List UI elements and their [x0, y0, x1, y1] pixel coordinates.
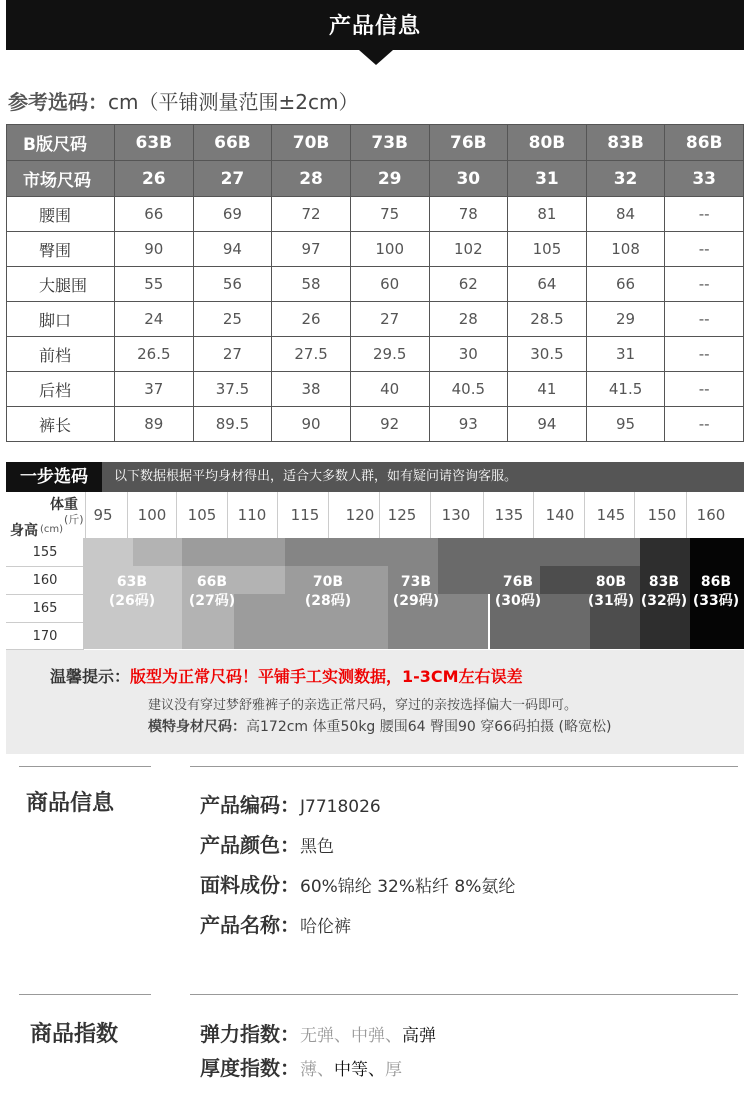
block-size: 66B [196, 574, 228, 590]
weight-tick: 135 [494, 506, 524, 524]
table-cell: 84 [586, 197, 665, 232]
height-tick: 165 [32, 601, 58, 616]
market-size-cell: 29 [350, 161, 429, 197]
field-value: 哈伦裤 [300, 917, 351, 937]
grid-divider [686, 492, 687, 538]
weight-tick: 95 [93, 506, 113, 524]
row-label: 腰围 [7, 197, 115, 232]
table-row [7, 267, 744, 302]
table-cell: 27.5 [272, 337, 351, 372]
block-size: 83B [648, 574, 680, 590]
field-label: 产品编码： [200, 793, 300, 817]
size-guide-header [6, 462, 744, 492]
tip-warning: 版型为正常尺码！平铺手工实测数据，1-3CM左右误差 [130, 667, 523, 686]
reference-label: 参考选码： [8, 90, 108, 114]
market-size-cell: 32 [586, 161, 665, 197]
b-size-cell: 66B [193, 125, 272, 161]
size-block-label [478, 573, 558, 611]
table-cell: 72 [272, 197, 351, 232]
table-cell: 105 [508, 232, 587, 267]
height-tick: 155 [32, 545, 58, 560]
weight-tick: 115 [290, 506, 320, 524]
grid-divider [176, 492, 177, 538]
table-cell: 90 [115, 232, 194, 267]
table-cell: 30.5 [508, 337, 587, 372]
size-block-label [92, 573, 172, 611]
table-cell: -- [665, 407, 744, 442]
table-cell: 31 [586, 337, 665, 372]
table-cell: 66 [115, 197, 194, 232]
size-block-label [288, 573, 368, 611]
row-label: 市场尺码 [7, 161, 115, 197]
table-cell: 81 [508, 197, 587, 232]
market-size-cell: 28 [272, 161, 351, 197]
weight-unit: (斤) [64, 513, 84, 526]
grid-divider [227, 492, 228, 538]
reference-text: cm（平铺测量范围±2cm） [108, 90, 359, 114]
row-label: 后档 [7, 372, 115, 407]
table-cell: 66 [586, 267, 665, 302]
b-size-cell: 73B [350, 125, 429, 161]
table-row [7, 337, 744, 372]
block-market-size: (27码) [188, 593, 236, 609]
product-code [200, 789, 381, 818]
product-info-title: 商品信息 [26, 791, 115, 816]
table-cell: 40.5 [429, 372, 508, 407]
row-label: 前档 [7, 337, 115, 372]
table-cell: 89 [115, 407, 194, 442]
tip-label: 温馨提示： [50, 667, 131, 686]
height-tick: 160 [32, 573, 58, 588]
table-row [7, 197, 744, 232]
grid-divider [328, 492, 329, 538]
model-info: 高172cm 体重50kg 腰围64 臀围90 穿66码拍摄 (略宽松) [246, 719, 612, 735]
table-cell: 55 [115, 267, 194, 302]
size-table [6, 124, 744, 442]
reference-note [8, 86, 358, 115]
tip-model-line [148, 716, 611, 736]
block-market-size: (33码) [692, 593, 740, 609]
table-cell: 93 [429, 407, 508, 442]
table-cell: 60 [350, 267, 429, 302]
table-cell: 78 [429, 197, 508, 232]
weight-tick: 105 [187, 506, 217, 524]
table-cell: 62 [429, 267, 508, 302]
table-cell: 38 [272, 372, 351, 407]
index-label: 弹力指数： [200, 1022, 300, 1046]
field-label: 产品颜色： [200, 833, 300, 857]
index-option: 中弹、 [351, 1026, 402, 1046]
table-cell: 37 [115, 372, 194, 407]
block-size: 73B [400, 574, 432, 590]
size-band [182, 538, 285, 566]
divider [19, 994, 151, 995]
index-option: 厚 [385, 1060, 402, 1080]
index-label: 厚度指数： [200, 1056, 300, 1080]
divider [190, 994, 738, 995]
b-size-cell: 83B [586, 125, 665, 161]
weight-tick: 110 [237, 506, 267, 524]
table-cell: 89.5 [193, 407, 272, 442]
market-size-cell: 30 [429, 161, 508, 197]
weight-tick: 130 [441, 506, 471, 524]
header-arrow [359, 50, 393, 65]
table-cell: 92 [350, 407, 429, 442]
index-option: 薄、 [300, 1060, 334, 1080]
table-row [7, 372, 744, 407]
block-market-size: (30码) [494, 593, 542, 609]
elasticity-options [300, 1026, 436, 1046]
weight-tick: 100 [137, 506, 167, 524]
weight-tick: 160 [696, 506, 726, 524]
thickness-options [300, 1060, 402, 1080]
b-size-cell: 80B [508, 125, 587, 161]
size-block-label [676, 573, 750, 611]
size-band [285, 538, 335, 566]
b-size-cell: 63B [115, 125, 194, 161]
table-cell: 64 [508, 267, 587, 302]
table-cell: 90 [272, 407, 351, 442]
weight-tick: 125 [387, 506, 417, 524]
section-title: 产品信息 [328, 14, 421, 39]
table-cell: 75 [350, 197, 429, 232]
b-size-cell: 86B [665, 125, 744, 161]
block-size: 80B [595, 574, 627, 590]
block-market-size: (31码) [587, 593, 635, 609]
height-tick: 170 [32, 629, 58, 644]
size-guide-note: 以下数据根据平均身材得出，适合大多数人群，如有疑问请咨询客服。 [114, 469, 518, 484]
field-label: 产品名称： [200, 913, 300, 937]
table-cell: -- [665, 197, 744, 232]
market-size-cell: 31 [508, 161, 587, 197]
grid-divider [6, 594, 84, 595]
table-cell: 28 [429, 302, 508, 337]
row-label: 臀围 [7, 232, 115, 267]
grid-divider [127, 492, 128, 538]
elasticity-index [200, 1018, 436, 1047]
tips-box [6, 650, 744, 754]
grid-divider [533, 492, 534, 538]
section-header [6, 0, 744, 50]
size-header-row [7, 125, 744, 161]
row-label: 脚口 [7, 302, 115, 337]
tip-advice: 建议没有穿过梦舒雅裤子的亲选正常尺码，穿过的亲按选择偏大一码即可。 [148, 698, 578, 713]
weight-tick: 120 [345, 506, 375, 524]
weight-tick: 140 [545, 506, 575, 524]
model-label: 模特身材尺码： [148, 719, 246, 735]
table-cell: -- [665, 267, 744, 302]
table-cell: 24 [115, 302, 194, 337]
block-market-size: (32码) [640, 593, 688, 609]
block-size: 70B [312, 574, 344, 590]
size-guide-tag: 一步选码 [6, 462, 102, 492]
field-value: 60%锦纶 32%粘纤 8%氨纶 [300, 877, 516, 897]
table-cell: 37.5 [193, 372, 272, 407]
weight-tick: 145 [596, 506, 626, 524]
table-row [7, 302, 744, 337]
table-cell: -- [665, 302, 744, 337]
field-value: 黑色 [300, 837, 334, 857]
table-cell: 28.5 [508, 302, 587, 337]
table-cell: 95 [586, 407, 665, 442]
product-name [200, 909, 351, 938]
field-value: J7718026 [300, 797, 381, 817]
weight-tick: 150 [647, 506, 677, 524]
table-cell: 29 [586, 302, 665, 337]
block-market-size: (29码) [392, 593, 440, 609]
block-size: 86B [700, 574, 732, 590]
table-cell: 30 [429, 337, 508, 372]
table-cell: 41 [508, 372, 587, 407]
table-cell: 94 [193, 232, 272, 267]
market-size-cell: 26 [115, 161, 194, 197]
field-label: 面料成份： [200, 873, 300, 897]
block-market-size: (28码) [304, 593, 352, 609]
table-cell: 41.5 [586, 372, 665, 407]
table-cell: 100 [350, 232, 429, 267]
grid-divider [634, 492, 635, 538]
table-cell: 27 [350, 302, 429, 337]
grid-divider [483, 492, 484, 538]
height-axis-label: 身高 [10, 523, 38, 539]
table-cell: 29.5 [350, 337, 429, 372]
height-unit: (cm) [40, 524, 64, 535]
table-cell: -- [665, 372, 744, 407]
grid-divider [379, 492, 380, 538]
product-index-title: 商品指数 [30, 1022, 119, 1047]
table-cell: 26 [272, 302, 351, 337]
table-cell: 97 [272, 232, 351, 267]
product-fabric [200, 869, 515, 898]
table-cell: 25 [193, 302, 272, 337]
table-cell: 56 [193, 267, 272, 302]
size-band [133, 538, 182, 566]
size-band [490, 538, 640, 566]
table-cell: 27 [193, 337, 272, 372]
size-band [335, 538, 438, 566]
row-label: 裤长 [7, 407, 115, 442]
table-cell: 94 [508, 407, 587, 442]
size-block-label [172, 573, 252, 611]
block-size: 63B [116, 574, 148, 590]
grid-divider [277, 492, 278, 538]
index-option-selected: 中等、 [334, 1060, 385, 1080]
table-cell: 69 [193, 197, 272, 232]
grid-divider [6, 622, 84, 623]
table-cell: -- [665, 337, 744, 372]
size-guide-grid [6, 492, 744, 649]
row-label: 大腿围 [7, 267, 115, 302]
product-color [200, 829, 334, 858]
index-option-selected: 高弹 [402, 1026, 436, 1046]
size-block-label [376, 573, 456, 611]
block-market-size: (26码) [108, 593, 156, 609]
block-size: 76B [502, 574, 534, 590]
table-cell: 102 [429, 232, 508, 267]
row-label: B版尺码 [7, 125, 115, 161]
tip-warning-line [50, 664, 523, 687]
table-cell: 108 [586, 232, 665, 267]
b-size-cell: 70B [272, 125, 351, 161]
index-option: 无弹、 [300, 1026, 351, 1046]
weight-axis-label: 体重 [50, 497, 78, 513]
grid-divider [6, 566, 84, 567]
divider [19, 766, 151, 767]
grid-divider [430, 492, 431, 538]
table-cell: -- [665, 232, 744, 267]
table-cell: 58 [272, 267, 351, 302]
market-size-row [7, 161, 744, 197]
divider [190, 766, 738, 767]
market-size-cell: 33 [665, 161, 744, 197]
table-row [7, 232, 744, 267]
b-size-cell: 76B [429, 125, 508, 161]
table-cell: 40 [350, 372, 429, 407]
table-cell: 26.5 [115, 337, 194, 372]
table-row [7, 407, 744, 442]
market-size-cell: 27 [193, 161, 272, 197]
grid-divider [584, 492, 585, 538]
thickness-index [200, 1052, 402, 1081]
